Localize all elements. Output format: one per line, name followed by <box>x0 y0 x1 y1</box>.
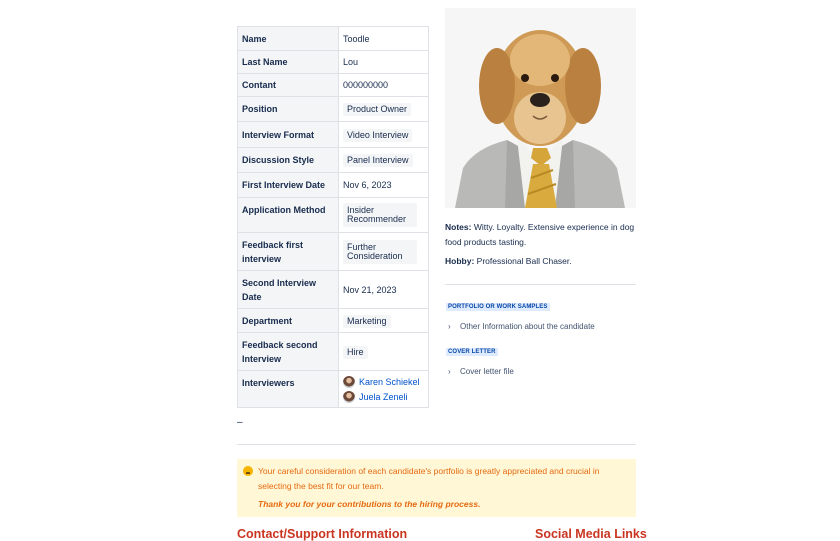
row-key: Discussion Style <box>238 148 339 173</box>
portfolio-lozenge: PORTFOLIO OR WORK SAMPLES <box>448 304 548 310</box>
status-chip: Further Consideration <box>343 240 417 264</box>
notes-text: Witty. Loyalty. Extensive experience in dog food products tasting. <box>445 222 635 247</box>
avatar <box>343 376 355 388</box>
table-row <box>238 122 429 148</box>
hobby <box>445 256 572 266</box>
avatar <box>343 391 355 403</box>
social-media-heading: Social Media Links <box>535 527 647 541</box>
row-value: 000000000 <box>339 74 429 97</box>
table-row <box>238 173 429 198</box>
row-key: Contant <box>238 74 339 97</box>
candidate-info-table <box>237 26 429 408</box>
status-chip: Product Owner <box>343 103 411 116</box>
interviewer-name: Juela Zeneli <box>359 391 408 402</box>
notes-label: Notes: <box>445 222 472 232</box>
status-chip: Panel Interview <box>343 154 413 167</box>
row-key: Position <box>238 97 339 122</box>
date-value: Nov 21, 2023 <box>339 271 429 309</box>
notes <box>445 220 637 250</box>
row-key: Interviewers <box>238 371 339 408</box>
table-row <box>238 371 429 408</box>
expand-title: Other Information about the candidate <box>460 322 595 331</box>
table-row <box>238 148 429 173</box>
table-row <box>238 309 429 333</box>
table-row <box>238 97 429 122</box>
row-value: Toodle <box>339 27 429 51</box>
row-key: Second Interview Date <box>238 271 339 309</box>
divider <box>237 444 636 445</box>
row-key: Application Method <box>238 198 339 233</box>
note-panel-thanks: Thank you for your contributions to the hiring process. <box>258 499 481 509</box>
chevron-right-icon: › <box>448 322 451 331</box>
row-key: Feedback first interview <box>238 233 339 271</box>
hobby-text: Professional Ball Chaser. <box>476 256 572 266</box>
cover-letter-lozenge: COVER LETTER <box>448 349 496 355</box>
candidate-photo <box>445 8 636 208</box>
chevron-right-icon: › <box>448 367 451 376</box>
status-chip: Insider Recommender <box>343 203 417 227</box>
table-row <box>238 74 429 97</box>
contact-support-heading: Contact/Support Information <box>237 527 408 541</box>
status-chip: Hire <box>343 346 368 359</box>
interviewer-name: Karen Schiekel <box>359 376 420 387</box>
divider <box>445 284 636 285</box>
interviewer-mention[interactable] <box>343 374 424 389</box>
note-panel-text: Your careful consideration of each candidate's portfolio is greatly appreciated and crucial in selecting the best fit for our team. <box>258 466 600 491</box>
dog-portrait-image <box>445 8 636 208</box>
table-row <box>238 51 429 74</box>
interviewer-mention[interactable] <box>343 389 424 404</box>
row-key: Name <box>238 27 339 51</box>
row-key: Feedback second Interview <box>238 333 339 371</box>
table-row <box>238 333 429 371</box>
table-row <box>238 271 429 309</box>
cover-letter-expand[interactable] <box>448 367 514 376</box>
table-row <box>238 27 429 51</box>
row-key: Department <box>238 309 339 333</box>
status-chip: Video Interview <box>343 129 412 142</box>
expand-title: Cover letter file <box>460 367 514 376</box>
hobby-label: Hobby: <box>445 256 475 266</box>
table-row <box>238 198 429 233</box>
table-row <box>238 233 429 271</box>
status-chip: Marketing <box>343 315 391 328</box>
row-key: First Interview Date <box>238 173 339 198</box>
row-key: Last Name <box>238 51 339 74</box>
row-key: Interview Format <box>238 122 339 148</box>
note-panel <box>237 459 636 517</box>
row-value: Lou <box>339 51 429 74</box>
note-emoji-icon <box>243 466 253 476</box>
date-value: Nov 6, 2023 <box>339 173 429 198</box>
portfolio-expand[interactable] <box>448 322 595 331</box>
dash-text: – <box>237 417 243 428</box>
